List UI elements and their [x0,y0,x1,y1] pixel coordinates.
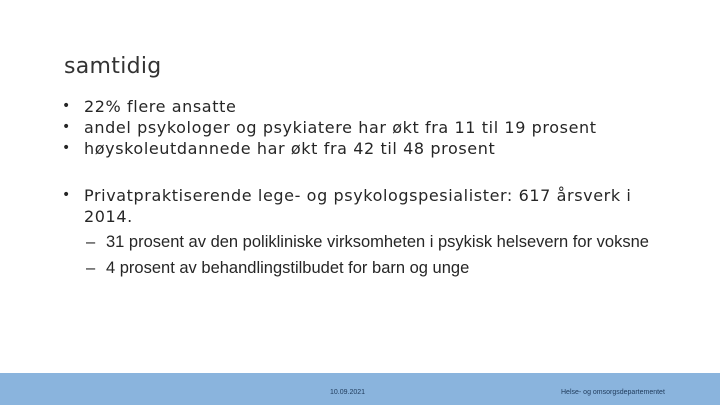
sub-bullet-text: 31 prosent av den polikliniske virksomheten i psykisk helsevern for voksne [106,233,649,251]
bullet-marker: • [62,98,71,114]
sub-bullet-item [62,258,662,279]
sub-bullet-marker: – [86,233,96,251]
bullet-text: høyskoleutdannede har økt fra 42 til 48 prosent [84,139,496,158]
footer-bar [0,373,720,405]
bullet-marker: • [62,119,71,135]
bullet-marker: • [62,140,71,156]
bullet-item [62,117,662,138]
footer-date: 10.09.2021 [330,389,366,396]
spacer [62,159,662,185]
sub-bullet-item [62,232,662,253]
footer-organization: Helse- og omsorgsdepartementet [561,389,665,396]
bullet-item [62,96,662,117]
bullet-list [62,96,662,279]
bullet-text: andel psykologer og psykiatere har økt fra 11 til 19 prosent [84,118,597,137]
bullet-text: Privatpraktiserende lege- og psykologspesialister: 617 årsverk i 2014. [84,186,632,226]
bullet-marker: • [62,187,71,203]
slide-title: samtidig [64,54,162,79]
bullet-item [62,185,662,227]
bullet-text: 22% flere ansatte [84,97,237,116]
sub-bullet-marker: – [86,259,96,277]
sub-bullet-text: 4 prosent av behandlingstilbudet for barn og unge [106,259,470,277]
bullet-item [62,138,662,159]
